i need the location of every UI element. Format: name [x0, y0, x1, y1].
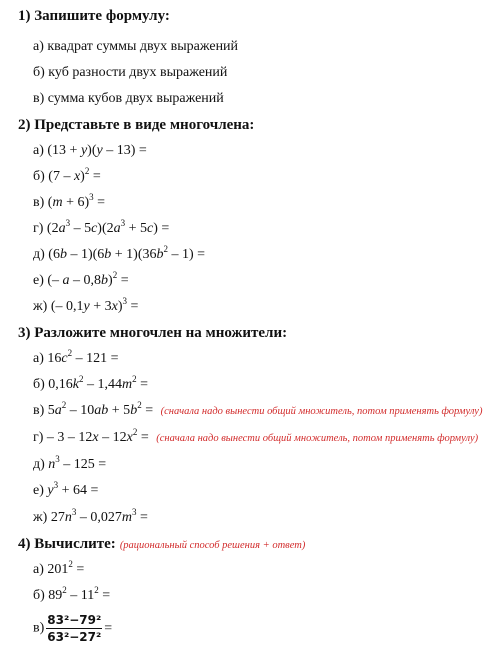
section-2-item-b: б) (7 – x)$^2$ =	[33, 166, 101, 184]
section-3-item-g: ж) $27n^3 - 0,027m^3$ =	[33, 507, 148, 525]
section-4-item-b: б) $89^2 - 11^2$ =	[33, 585, 111, 603]
section-2-item-g: ж) (– 0,1y + 3x)$^3$ =	[33, 296, 139, 314]
section-1-title: 1) Запишите формулу:	[18, 8, 170, 24]
section-4-item-a: а) $201^2$ =	[33, 559, 85, 577]
section-3-item-f: е) $y^3 + 64$ =	[33, 480, 99, 498]
section-3-item-e: д) $n^3 - 125$ =	[33, 454, 107, 472]
equals-sign: =	[104, 620, 113, 636]
fraction-numerator: 83²−79²	[47, 613, 102, 627]
section-4-item-c-label: в)	[33, 620, 45, 636]
section-4-title-text: 4) Вычислите:	[18, 536, 116, 552]
section-4-title	[18, 536, 305, 553]
section-2-item-e: д) $(6b - 1)(6b + 1)(36b^2 - 1)$ =	[33, 244, 206, 262]
section-2-item-c: в) $(m + 6)^3$ =	[33, 192, 106, 210]
section-3-item-d: $г) - 3 - 12x - 12x^2$ = (сначала надо вынести общий множитель, потом применять формулу)	[33, 427, 479, 445]
section-3-item-a: а) $16c^2 - 121$ =	[33, 348, 119, 366]
section-3-item-d-note: (сначала надо вынести общий множитель, потом применять формулу)	[156, 433, 479, 444]
fraction	[46, 612, 102, 645]
section-1-item-b: б) куб разности двух выражений	[33, 65, 228, 80]
section-3-item-c-note: (сначала надо вынести общий множитель, потом применять формулу)	[160, 406, 483, 417]
section-4-item-c	[33, 612, 112, 645]
section-3-title: 3) Разложите многочлен на множители:	[18, 325, 288, 341]
section-2-item-d: г) $(2a^3 - 5c)(2a^3 + 5c)$ =	[33, 218, 170, 236]
section-2-item-f: е) (– a – 0,8b)$^2$ =	[33, 270, 129, 288]
fraction-denominator: 63²−27²	[47, 630, 102, 644]
section-1-item-a: а) квадрат суммы двух выражений	[33, 39, 239, 54]
section-4-note: (рациональный способ решения + ответ)	[119, 540, 306, 551]
section-2-title: 2) Представьте в виде многочлена:	[18, 117, 255, 133]
section-2-item-a: а) (13 + y)(y – 13) =	[33, 143, 147, 158]
section-1-item-c: в) сумма кубов двух выражений	[33, 91, 224, 106]
section-3-item-b: б) $0,16k^2 - 1,44m^2$ =	[33, 374, 149, 392]
section-3-item-c: в) $5a^2 - 10ab + 5b^2$ = (сначала надо вынести общий множитель, потом применять формулу)	[33, 400, 483, 418]
